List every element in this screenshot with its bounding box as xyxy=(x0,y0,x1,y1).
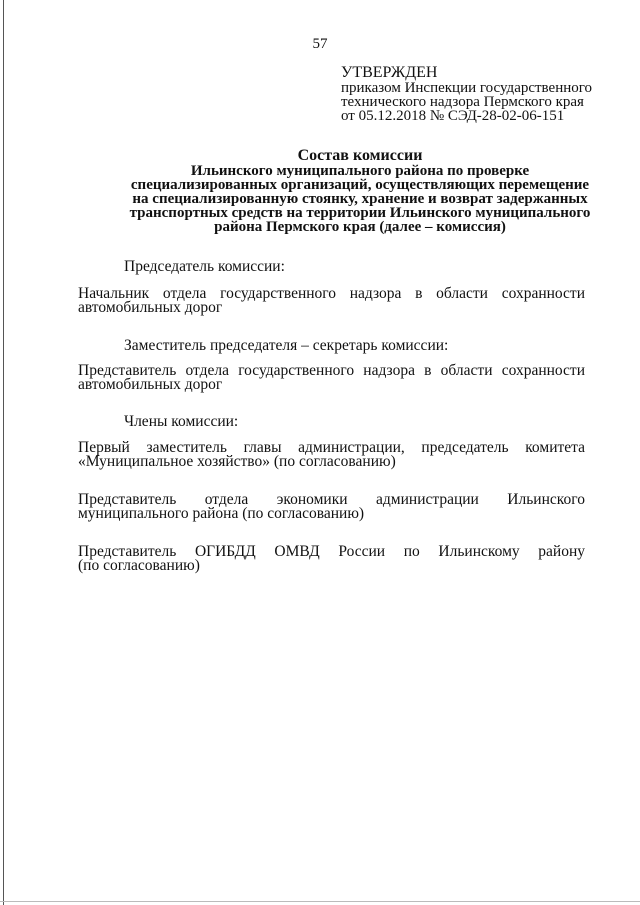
approval-line: приказом Инспекции государственного xyxy=(341,80,593,96)
deputy-description xyxy=(78,364,585,392)
approval-heading: УТВЕРЖДЕН xyxy=(341,64,438,81)
member-1-line-2: «Муниципальное хозяйство» (по согласованию) xyxy=(78,453,396,470)
title-line: района Пермского края (далее – комиссия) xyxy=(214,219,506,235)
title-line: специализированных организаций, осуществляющих перемещение xyxy=(130,177,590,193)
approval-line: технического надзора Пермского края xyxy=(341,94,584,110)
members-label: Члены комиссии: xyxy=(124,413,239,430)
scan-left-edge xyxy=(3,0,4,905)
member-1 xyxy=(78,441,585,469)
title-line: на специализированную стоянку, хранение и возврат задержанных xyxy=(132,191,588,207)
member-3-line-2: (по согласованию) xyxy=(78,557,200,574)
approval-stamp-block xyxy=(341,64,592,123)
scan-bottom-edge xyxy=(0,901,640,902)
chair-line-2: автомобильных дорог xyxy=(78,299,223,316)
member-1-line-1: Первый заместитель главы администрации, председатель комитета xyxy=(78,439,585,456)
chair-description xyxy=(78,287,585,315)
approval-line: от 05.12.2018 № СЭД-28-02-06-151 xyxy=(341,108,565,124)
document-title xyxy=(70,148,640,234)
member-2-line-1: Представитель отдела экономики администрации Ильинского xyxy=(78,491,585,508)
member-2 xyxy=(78,493,585,521)
deputy-line-1: Представитель отдела государственного надзора в области сохранности xyxy=(78,362,585,379)
page-number: 57 xyxy=(312,36,328,52)
deputy-line-2: автомобильных дорог xyxy=(78,376,223,393)
deputy-label: Заместитель председателя – секретарь комиссии: xyxy=(124,337,449,354)
member-2-line-2: муниципального района (по согласованию) xyxy=(78,505,365,522)
title-line: транспортных средств на территории Ильинского муниципального xyxy=(129,205,591,221)
title-heading: Состав комиссии xyxy=(297,147,423,164)
title-line: Ильинского муниципального района по проверке xyxy=(190,163,530,179)
member-3-line-1: Представитель ОГИБДД ОМВД России по Ильинскому району xyxy=(78,543,585,560)
chair-line-1: Начальник отдела государственного надзора в области сохранности xyxy=(78,285,585,302)
member-3 xyxy=(78,545,585,573)
chair-label: Председатель комиссии: xyxy=(124,258,285,275)
